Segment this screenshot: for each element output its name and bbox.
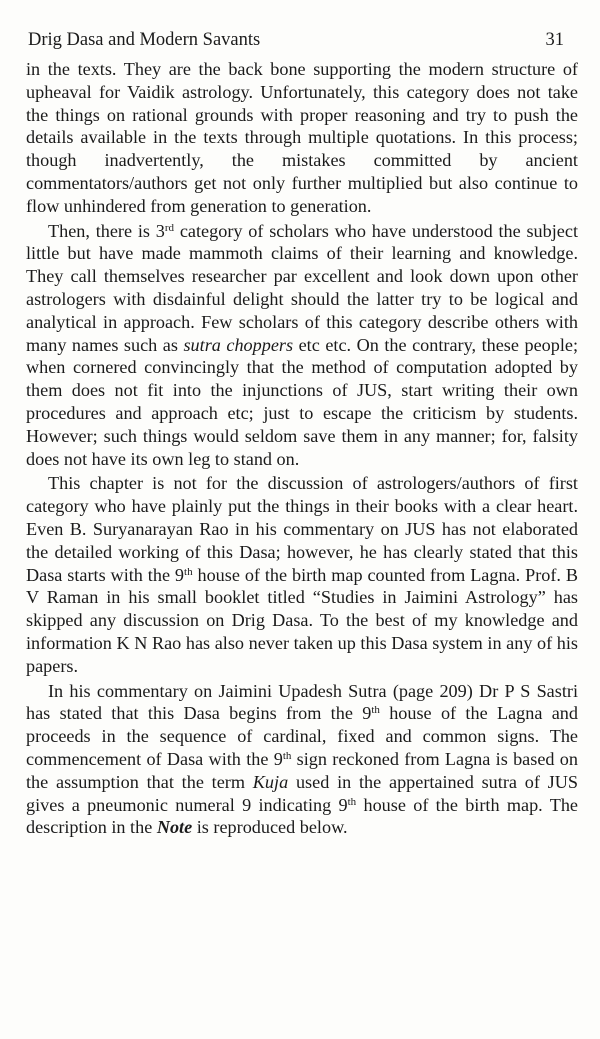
running-head — [26, 26, 578, 58]
page-number: 31 — [545, 30, 564, 50]
paragraph-4-text-a: In his commentary on Jaimini Upadesh Sutra (page 209) Dr P S Sastri has stated that this Dasa begins from the 9 — [26, 680, 578, 724]
ordinal-suffix: th — [347, 795, 357, 808]
italic-term-kuja: Kuja — [252, 771, 289, 792]
ordinal-suffix: rd — [164, 221, 175, 234]
italic-term-note: Note — [156, 817, 193, 838]
paragraph-4-text-c: sign reckoned from Lagna is based on the assumption that the term — [26, 748, 578, 792]
paragraph-4 — [26, 680, 578, 840]
italic-term-sutra-choppers: sutra choppers — [183, 334, 294, 355]
paragraph-2-text-c: etc etc. On the contrary, these people; when cornered convincingly that the method of computation adopted by them does not fit into the injunctions of JUS, start writing their own procedures and approach etc; just to escape the criticism by students. However; such things would seldom save them in any manner; for, falsity does not have its own leg to stand on. — [26, 334, 579, 469]
body-text — [26, 58, 578, 839]
paragraph-4-text-f: is reproduced below. — [192, 817, 348, 838]
paragraph-4-text-e: house of the birth map. The description in the — [26, 794, 578, 838]
ordinal-suffix: th — [371, 704, 380, 717]
paragraph-3 — [26, 472, 578, 677]
paragraph-2-text-a: Then, there is 3 — [48, 220, 165, 241]
paragraph-4-text-b: house of the Lagna and proceeds in the sequence of cardinal, fixed and common signs. The commencement of Dasa with the 9 — [26, 703, 578, 769]
paragraph-3-text-b: house of the birth map counted from Lagna. Prof. B V Raman in his small booklet titled “Studies in Jaimini Astrology” has skipped any discussion on Drig Dasa. To the best of my knowledge and information K N Rao has also never taken up this Dasa system in any of his papers. — [26, 564, 578, 676]
paragraph-1 — [26, 58, 578, 218]
paragraph-3-text-a: This chapter is not for the discussion of astrologers/authors of first category who have plainly put the things in their books with a clear heart. Even B. Suryanarayan Rao in his commentary on JUS has not elaborated the detailed working of this Dasa; however, he has clearly stated that this Dasa starts with the 9 — [26, 473, 578, 585]
paragraph-1-text: in the texts. They are the back bone supporting the modern structure of upheaval for Vaidik astrology. Unfortunately, this category does not take the things on rational grounds with proper reasoning and try to push the details available in the texts through multiple quotations. In this process; though inadvertently, the mistakes committed by ancient commentators/authors get not only further multiplied but also continue to flow unhindered from generation to generation. — [26, 59, 578, 216]
chapter-title: Drig Dasa and Modern Savants — [28, 30, 261, 50]
paragraph-2 — [26, 220, 578, 471]
ordinal-suffix: th — [184, 565, 193, 578]
paragraph-4-text-d: used in the appertained sutra of JUS gives a pneumonic numeral 9 indicating 9 — [26, 771, 578, 815]
ordinal-suffix: th — [282, 749, 292, 762]
paragraph-2-text-b: category of scholars who have understood the subject little but have made mammoth claims of their learning and knowledge. They call themselves researcher par excellent and look down upon other astrologers with disdainful delight should the latter try to be logical and analytical in approach. Few scholars of this category describe others with many names such as — [26, 220, 578, 355]
